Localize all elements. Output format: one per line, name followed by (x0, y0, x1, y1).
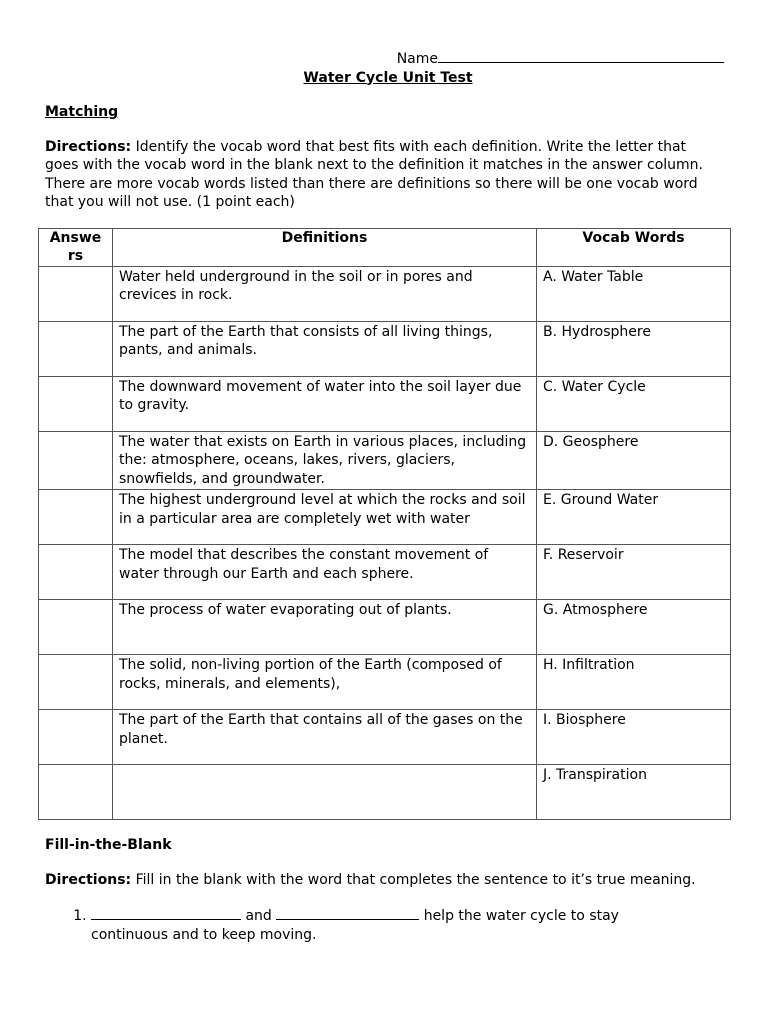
name-label: Name (396, 51, 438, 67)
vocab-cell: G. Atmosphere (537, 600, 731, 655)
table-row (39, 431, 731, 490)
fill-blank-directions (45, 871, 715, 890)
fill-blank-1b[interactable] (276, 905, 419, 920)
definition-cell: The part of the Earth that contains all of the gases on the planet. (113, 710, 537, 765)
list-item (91, 905, 691, 944)
answer-cell[interactable] (39, 765, 113, 820)
definition-cell: The solid, non-living portion of the Earth (composed of rocks, minerals, and elements), (113, 655, 537, 710)
definition-cell: The highest underground level at which the rocks and soil in a particular area are completely wet with water (113, 490, 537, 545)
table-row (39, 765, 731, 820)
table-row (39, 710, 731, 765)
fill-blank-heading: Fill-in-the-Blank (45, 837, 172, 853)
answer-cell[interactable] (39, 600, 113, 655)
answer-cell[interactable] (39, 710, 113, 765)
definition-cell: Water held underground in the soil or in pores and crevices in rock. (113, 266, 537, 321)
table-row (39, 545, 731, 600)
item-rest-text: help the water cycle to stay continuous and to keep moving. (91, 908, 619, 943)
matching-heading: Matching (45, 104, 119, 120)
worksheet-page (45, 46, 731, 944)
page-title: Water Cycle Unit Test (303, 69, 473, 86)
name-blank[interactable] (438, 46, 724, 63)
vocab-cell: C. Water Cycle (537, 376, 731, 431)
header-answers: Answers (39, 228, 113, 266)
definition-cell (113, 765, 537, 820)
matching-table (38, 228, 731, 821)
vocab-cell: D. Geosphere (537, 431, 731, 490)
answer-cell[interactable] (39, 321, 113, 376)
definition-cell: The water that exists on Earth in various places, including the: atmosphere, oceans, lakes, rivers, glaciers, snowfields, and groundwater. (113, 431, 537, 490)
answer-cell[interactable] (39, 490, 113, 545)
table-row (39, 600, 731, 655)
vocab-cell: I. Biosphere (537, 710, 731, 765)
answer-cell[interactable] (39, 266, 113, 321)
matching-directions-text: Identify the vocab word that best fits with each definition. Write the letter that goes with the vocab word in the blank next to the definition it matches in the answer column. There are more vocab words listed than there are definitions so there will be one vocab word that you will not use. (1 point each) (45, 138, 703, 210)
table-row (39, 376, 731, 431)
table-row (39, 490, 731, 545)
fill-blank-directions-label: Directions: (45, 871, 132, 888)
table-row (39, 655, 731, 710)
vocab-cell: F. Reservoir (537, 545, 731, 600)
fill-blank-list (45, 905, 691, 944)
definition-cell: The part of the Earth that consists of all living things, pants, and animals. (113, 321, 537, 376)
header-vocab-words: Vocab Words (537, 228, 731, 266)
table-header-row (39, 228, 731, 266)
answer-cell[interactable] (39, 655, 113, 710)
answer-cell[interactable] (39, 431, 113, 490)
name-line (45, 46, 731, 69)
answer-cell[interactable] (39, 376, 113, 431)
fill-blank-1a[interactable] (91, 905, 241, 920)
definition-cell: The model that describes the constant movement of water through our Earth and each sphere. (113, 545, 537, 600)
table-row (39, 321, 731, 376)
definition-cell: The downward movement of water into the soil layer due to gravity. (113, 376, 537, 431)
and-word: and (241, 908, 277, 924)
vocab-cell: A. Water Table (537, 266, 731, 321)
vocab-cell: H. Infiltration (537, 655, 731, 710)
vocab-cell: E. Ground Water (537, 490, 731, 545)
matching-directions (45, 138, 715, 212)
definition-cell: The process of water evaporating out of plants. (113, 600, 537, 655)
answer-cell[interactable] (39, 545, 113, 600)
header-definitions: Definitions (113, 228, 537, 266)
table-row (39, 266, 731, 321)
vocab-cell: J. Transpiration (537, 765, 731, 820)
vocab-cell: B. Hydrosphere (537, 321, 731, 376)
matching-directions-label: Directions: (45, 138, 132, 155)
fill-blank-directions-text: Fill in the blank with the word that completes the sentence to it’s true meaning. (131, 871, 696, 888)
